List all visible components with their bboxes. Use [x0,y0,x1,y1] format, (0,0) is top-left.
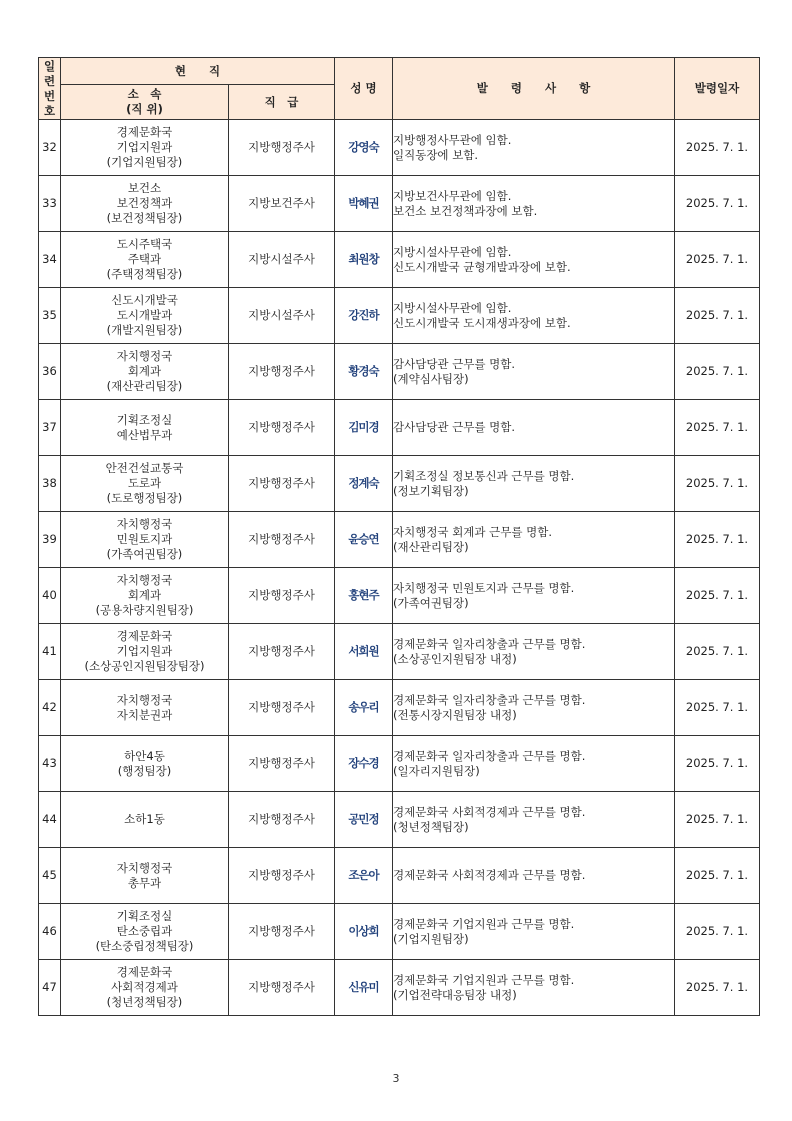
order-date: 2025. 7. 1. [675,568,760,624]
table-row [39,904,760,960]
order-date: 2025. 7. 1. [675,456,760,512]
department-line: (개발지원팀장) [106,323,183,337]
current-position-header: 현 직 [61,58,335,85]
table-row [39,848,760,904]
department-line: 기획조정실 [116,909,173,923]
table-row [39,680,760,736]
department-cell [61,232,229,288]
person-name: 윤승연 [335,512,393,568]
row-number: 32 [39,120,61,176]
order-line: 기획조정실 정보통신과 근무를 명함. [393,468,575,483]
rank-cell: 지방행정주사 [229,848,335,904]
row-number: 36 [39,344,61,400]
order-cell [393,400,675,456]
order-date: 2025. 7. 1. [675,512,760,568]
department-line: 자치행정국 [116,573,173,587]
row-number: 44 [39,792,61,848]
order-line: 일직동장에 보함. [393,147,479,162]
row-number: 34 [39,232,61,288]
department-line: 예산법무과 [116,427,173,442]
department-line: 자치행정국 [116,692,173,707]
personnel-order-table [38,57,760,1016]
department-cell [61,568,229,624]
rank-cell: 지방보건주사 [229,176,335,232]
order-cell [393,176,675,232]
department-cell [61,344,229,400]
department-cell [61,120,229,176]
department-line: 경제문화국 [116,965,173,979]
order-date: 2025. 7. 1. [675,680,760,736]
table-row [39,512,760,568]
order-cell [393,792,675,848]
order-line: 감사담당관 근무를 명함. [393,420,516,434]
table-row [39,120,760,176]
department-line: (가족여권팀장) [106,547,183,561]
person-name: 최원창 [335,232,393,288]
order-cell [393,288,675,344]
department-cell [61,176,229,232]
order-date: 2025. 7. 1. [675,120,760,176]
person-name: 신유미 [335,960,393,1016]
row-number: 45 [39,848,61,904]
department-cell [61,456,229,512]
order-line: (전통시장지원팀장 내정) [393,707,517,722]
table-row [39,792,760,848]
table-row [39,400,760,456]
date-header: 발령일자 [675,58,760,120]
order-line: 보건소 보건정책과장에 보함. [393,203,538,218]
department-line: (공용차량지원팀장) [95,603,194,617]
rank-cell: 지방행정주사 [229,512,335,568]
person-name: 황경숙 [335,344,393,400]
rank-header: 직 급 [229,85,335,120]
order-header: 발 령 사 항 [393,58,675,120]
order-line: 지방시설사무관에 임함. [393,300,512,315]
table-row [39,456,760,512]
rank-cell: 지방시설주사 [229,288,335,344]
row-number: 42 [39,680,61,736]
person-name: 공민정 [335,792,393,848]
person-name: 강영숙 [335,120,393,176]
page-number: 3 [392,1072,400,1085]
order-date: 2025. 7. 1. [675,344,760,400]
order-cell [393,512,675,568]
table-body [39,120,760,1016]
department-line: 자치행정국 [116,349,173,363]
order-line: (일자리지원팀장) [393,763,480,778]
order-line: 감사담당관 근무를 명함. [393,356,516,371]
order-cell [393,120,675,176]
person-name: 홍현주 [335,568,393,624]
order-date: 2025. 7. 1. [675,792,760,848]
table-row [39,176,760,232]
department-line: (보건정책팀장) [106,211,183,225]
order-cell [393,568,675,624]
order-line: (계약심사팀장) [393,371,469,386]
row-number: 39 [39,512,61,568]
order-date: 2025. 7. 1. [675,232,760,288]
rank-cell: 지방행정주사 [229,960,335,1016]
rank-cell: 지방행정주사 [229,736,335,792]
department-line: (탄소중립정책팀장) [95,939,194,953]
department-cell [61,288,229,344]
order-line: (청년정책팀장) [393,819,469,834]
department-line: 도시주택국 [116,237,173,251]
department-line: 기업지원과 [116,644,173,658]
person-name: 박혜권 [335,176,393,232]
person-name: 서희원 [335,624,393,680]
order-date: 2025. 7. 1. [675,904,760,960]
table-row [39,288,760,344]
order-cell [393,736,675,792]
order-date: 2025. 7. 1. [675,960,760,1016]
department-line: 주택과 [127,252,162,266]
order-line: 지방보건사무관에 임함. [393,188,512,203]
row-number: 35 [39,288,61,344]
department-cell [61,400,229,456]
order-line: 경제문화국 기업지원과 근무를 명함. [393,916,575,931]
department-cell [61,680,229,736]
rank-cell: 지방행정주사 [229,792,335,848]
person-name: 조은아 [335,848,393,904]
rank-cell: 지방행정주사 [229,624,335,680]
serial-number-header: 일 련 번 호 [39,58,61,120]
order-line: 지방행정사무관에 임함. [393,132,512,147]
row-number: 40 [39,568,61,624]
order-line: 경제문화국 일자리창출과 근무를 명함. [393,636,586,651]
order-line: 경제문화국 기업지원과 근무를 명함. [393,972,575,987]
rank-cell: 지방행정주사 [229,680,335,736]
order-cell [393,904,675,960]
order-line: (정보기획팀장) [393,483,469,498]
department-line: 보건정책과 [116,196,173,210]
department-line: 기업지원과 [116,140,173,154]
department-line: 안전건설교통국 [105,461,184,475]
table-row [39,624,760,680]
order-date: 2025. 7. 1. [675,624,760,680]
order-line: 지방시설사무관에 임함. [393,244,512,259]
rank-cell: 지방행정주사 [229,400,335,456]
department-line: 탄소중립과 [116,924,173,938]
rank-cell: 지방행정주사 [229,456,335,512]
department-cell [61,848,229,904]
table-row [39,960,760,1016]
department-line: 경제문화국 [116,125,173,139]
department-cell [61,792,229,848]
department-line: 도로과 [127,476,162,490]
order-line: (소상공인지원팀장 내정) [393,651,517,666]
row-number: 47 [39,960,61,1016]
department-line: 보건소 [127,181,162,195]
person-name: 장수경 [335,736,393,792]
row-number: 37 [39,400,61,456]
department-line: (주택정책팀장) [106,267,183,281]
row-number: 41 [39,624,61,680]
order-line: (기업전략대응팀장 내정) [393,987,517,1002]
order-date: 2025. 7. 1. [675,848,760,904]
order-cell [393,848,675,904]
rank-cell: 지방시설주사 [229,232,335,288]
order-date: 2025. 7. 1. [675,400,760,456]
order-line: 경제문화국 사회적경제과 근무를 명함. [393,804,586,819]
order-cell [393,680,675,736]
department-line: 회계과 [127,588,162,602]
department-line: 총무과 [127,875,162,890]
department-line: 자치행정국 [116,860,173,875]
order-line: (가족여권팀장) [393,595,469,610]
department-line: (재산관리팀장) [106,379,183,393]
name-header: 성 명 [335,58,393,120]
table-row [39,736,760,792]
department-cell [61,904,229,960]
table-row [39,344,760,400]
order-line: (기업지원팀장) [393,931,469,946]
order-line: 경제문화국 일자리창출과 근무를 명함. [393,692,586,707]
person-name: 정계숙 [335,456,393,512]
order-line: 신도시개발국 도시재생과장에 보함. [393,315,571,330]
order-cell [393,232,675,288]
department-line: 기획조정실 [116,412,173,427]
department-line: 사회적경제과 [111,980,178,994]
table-row [39,232,760,288]
person-name: 강진하 [335,288,393,344]
department-line: (청년정책팀장) [106,995,183,1009]
department-line: (도로행정팀장) [106,491,183,505]
order-line: 신도시개발국 균형개발과장에 보함. [393,259,571,274]
order-date: 2025. 7. 1. [675,288,760,344]
rank-cell: 지방행정주사 [229,568,335,624]
order-date: 2025. 7. 1. [675,176,760,232]
department-header: 소 속 (직 위) [61,85,229,120]
row-number: 33 [39,176,61,232]
department-cell [61,736,229,792]
person-name: 이상희 [335,904,393,960]
department-line: 자치분권과 [116,707,173,722]
order-date: 2025. 7. 1. [675,736,760,792]
order-line: 경제문화국 일자리창출과 근무를 명함. [393,748,586,763]
row-number: 46 [39,904,61,960]
order-cell [393,344,675,400]
department-line: 민원토지과 [116,532,173,546]
row-number: 43 [39,736,61,792]
order-cell [393,960,675,1016]
person-name: 김미경 [335,400,393,456]
rank-cell: 지방행정주사 [229,344,335,400]
department-line: 하안4동 [124,748,165,763]
department-line: (행정팀장) [117,763,172,778]
department-cell [61,512,229,568]
table-row [39,568,760,624]
department-line: 도시개발과 [116,308,173,322]
department-line: 소하1동 [124,812,165,826]
person-name: 송우리 [335,680,393,736]
order-cell [393,624,675,680]
department-line: (기업지원팀장) [106,155,183,169]
department-cell [61,624,229,680]
order-line: 경제문화국 사회적경제과 근무를 명함. [393,868,586,882]
department-cell [61,960,229,1016]
department-line: (소상공인지원팀장팀장) [84,659,205,673]
order-line: 자치행정국 회계과 근무를 명함. [393,524,553,539]
order-cell [393,456,675,512]
rank-cell: 지방행정주사 [229,904,335,960]
department-line: 경제문화국 [116,629,173,643]
order-line: (재산관리팀장) [393,539,469,554]
department-line: 자치행정국 [116,517,173,531]
rank-cell: 지방행정주사 [229,120,335,176]
order-line: 자치행정국 민원토지과 근무를 명함. [393,580,575,595]
department-line: 회계과 [127,364,162,378]
row-number: 38 [39,456,61,512]
table-header [39,58,760,120]
department-line: 신도시개발국 [111,293,178,307]
